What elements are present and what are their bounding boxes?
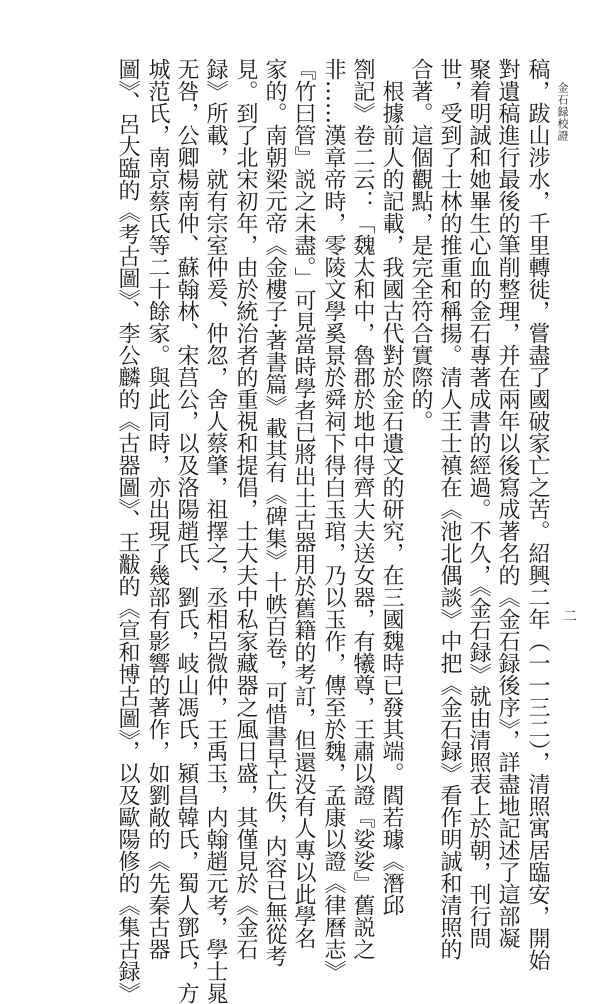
text-column: 根據前人的記載，我國古代對於金石遺文的研究，在三國魏時已發其端。閻若璩《潛邱 [379, 58, 404, 916]
text-column: 『竹曰管』説之未盡。」可見當時學者已將出土古器用於舊籍的考訂，但還没有人專以此學名 [291, 58, 316, 949]
text-column: 家的。南朝梁元帝《金樓子·著書篇》載其有《碑集》十帙百卷，可惜書早亡佚，内容已無從考 [262, 58, 287, 967]
text-column: 城范氏，南京蔡氏等二十餘家。與此同時，亦出現了幾部有影響的著作，如劉敞的《先秦古器 [145, 58, 170, 960]
text-column: 世，受到了士林的推重和稱揚。清人王士禛在《池北偶談》中把《金石録》看作明誠和清照的 [437, 58, 462, 960]
text-column: 録》所載，就有宗室仲爰、仲忽，舍人蔡肇，祖擇之，丞相呂微仲，王禹玉，内翰趙元考，學士晁 [203, 58, 228, 1004]
text-column: 非……漢章帝時，零陵文學奚景於舜祠下得白玉琯，乃以玉作，傳至於魏，孟康以證《律曆志》 [321, 58, 346, 982]
text-column: 劄記》卷二云：「魏太和中，魯郡於地中得齊大夫送女器，有犧尊，王肅以證『娑娑』舊説之 [350, 58, 375, 960]
text-column: 无咎，公卿楊南仲、蘇翰林、宋莒公，以及洛陽趙氏、劉氏，岐山馮氏，潁昌韓氏，蜀人鄧氏，方 [174, 58, 199, 1004]
text-column: 圖》、呂大臨的《考古圖》、李公麟的《古器圖》、王黻的《宣和博古圖》，以及歐陽修的《集古録》 [115, 58, 140, 1004]
text-column: 對遺稿進行最後的筆削整理，并在兩年以後寫成著名的《金石録後序》，詳盡地記述了這部凝 [495, 58, 520, 949]
text-column: 聚着明誠和她畢生心血的金石專著成書的經過。不久，《金石録》就由清照表上於朝，刊行問 [466, 58, 491, 949]
text-column: 見。到了北宋初年，由於統治者的重視和提倡，士大夫中私家藏器之風日盛，其僅見於《金石 [233, 58, 258, 960]
page-number: 二 [563, 609, 577, 625]
text-column: 稿，跋山涉水，千里轉徙，嘗盡了國破家亡之苦。紹興二年（一一三二），清照寓居臨安，開始 [525, 58, 550, 971]
running-title: 金石録校證 [556, 82, 569, 142]
text-column: 合著。這個觀點，是完全符合實際的。 [408, 58, 433, 432]
